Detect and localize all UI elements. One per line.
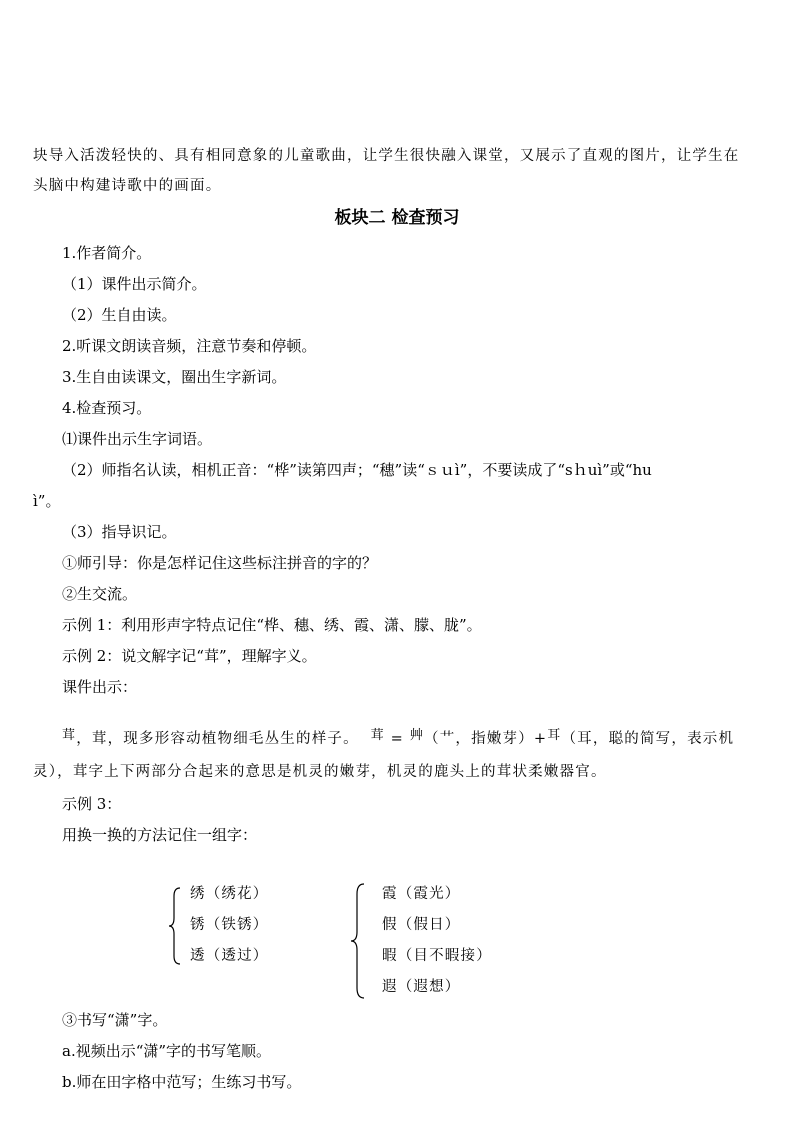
group-left-item: 绣（绣花） [190,886,269,902]
courseware-part-2: （艹，指嫩芽）+ [424,731,548,747]
question-2: ②生交流。 [62,585,138,603]
group-right-item: 暇（目不暇接） [382,948,492,964]
group-right-item: 霞（霞光） [382,886,461,902]
seal-glyph-rong-2: 茸 [370,728,385,743]
courseware-part-3: （耳，聪的简写，表示机 [561,731,735,747]
courseware-text-line-1 [62,726,734,749]
group-right-item: 假（假日） [382,917,461,933]
seal-glyph-rong: 茸 [62,728,77,743]
intro-line-2: 头脑中构建诗歌中的画面。 [33,178,222,194]
courseware-part-1: ，茸，现多形容动植物细毛丛生的样子。 [76,731,359,747]
step-4b-line-2: ì”。 [33,492,61,510]
step-4: 4.检查预习。 [62,399,152,417]
writing-step-b: b.师在田字格中范写；生练习书写。 [62,1073,302,1091]
step-1b: （2）生自由读。 [62,306,177,324]
question-1: ①师引导：你是怎样记住这些标注拼音的字的？ [62,554,378,572]
group-left-item: 透（透过） [190,948,269,964]
step-4c: （3）指导识记。 [62,523,177,541]
example-3-label: 示例 3： [62,795,122,813]
example-1: 示例 1：利用形声字特点记住“桦、穗、绣、霞、潇、朦、胧”。 [62,616,482,634]
step-1: 1.作者简介。 [62,244,152,262]
equals-sign: = [390,731,404,747]
step-1a: （1）课件出示简介。 [62,275,207,293]
step-4a: ⑴课件出示生字词语。 [62,430,213,448]
example-2: 示例 2：说文解字记“茸”，理解字义。 [62,647,317,665]
group-left-item: 锈（铁锈） [190,917,269,933]
seal-glyph-ear: 耳 [547,728,562,743]
example-3-desc: 用换一换的方法记住一组字： [62,826,258,844]
courseware-label: 课件出示： [62,678,138,696]
intro-line-1: 块导入活泼轻快的、具有相同意象的儿童歌曲，让学生很快融入课堂，又展示了直观的图片，让学生在 [33,148,740,164]
seal-glyph-grass: 艸 [409,728,425,743]
right-brace-icon [350,882,366,1000]
section-title: 板块二 检查预习 [334,208,460,228]
step-4b-line-1: （2）师指名认读，相机正音：“桦”读第四声；“穗”读“ｓｕì”，不要读成了“sｈuì”或“hu [62,461,652,479]
writing-step-a: a.视频出示“潇”字的书写笔顺。 [62,1042,272,1060]
step-2: 2.听课文朗读音频，注意节奏和停顿。 [62,337,317,355]
courseware-text-line-2: 灵），茸字上下两部分合起来的意思是机灵的嫩芽，机灵的鹿头上的茸状柔嫩器官。 [33,764,607,780]
left-brace-icon [168,886,182,966]
writing-step: ③书写“潇”字。 [62,1011,168,1029]
step-3: 3.生自由读课文，圈出生字新词。 [62,368,287,386]
group-right-item: 遐（遐想） [382,979,461,995]
